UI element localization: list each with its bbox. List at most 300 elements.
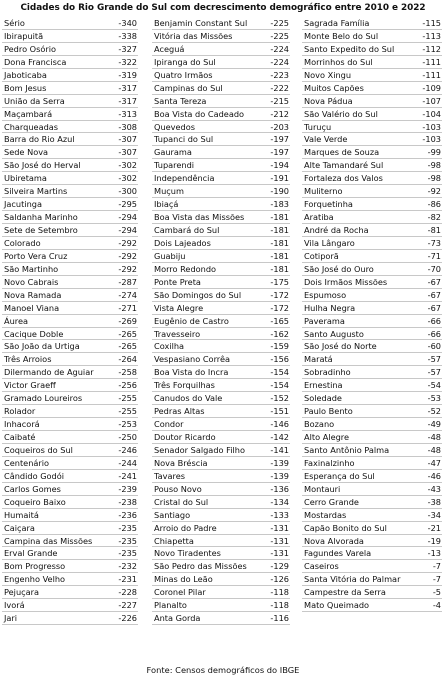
population-change-value: -338 — [118, 30, 137, 41]
city-name: São José do Herval — [4, 160, 81, 171]
population-change-value: -131 — [270, 535, 289, 546]
city-name: Bozano — [304, 419, 335, 430]
population-change-value: -181 — [270, 237, 289, 248]
table-row — [2, 405, 138, 418]
city-name: São Domingos do Sul — [154, 289, 242, 300]
table-row — [152, 599, 290, 612]
table-row — [302, 133, 442, 146]
population-change-value: -46 — [427, 470, 441, 481]
city-name: Boa Vista do Incra — [154, 367, 229, 378]
table-row — [2, 535, 138, 548]
city-name: Boa Vista do Cadeado — [154, 108, 245, 119]
city-name: Cerro Grande — [304, 496, 359, 507]
population-change-value: -139 — [270, 457, 289, 468]
table-row — [2, 457, 138, 470]
city-name: São José do Ouro — [304, 263, 374, 274]
table-row — [152, 315, 290, 328]
city-name: Ivorá — [4, 600, 25, 611]
city-name: Esperança do Sul — [304, 470, 375, 481]
table-row — [302, 250, 442, 263]
population-change-value: -235 — [118, 522, 137, 533]
table-row — [2, 56, 138, 69]
population-change-value: -7 — [432, 561, 441, 572]
population-change-value: -60 — [427, 341, 441, 352]
population-change-value: -126 — [270, 574, 289, 585]
population-change-value: -194 — [270, 160, 289, 171]
city-name: Anta Gorda — [154, 613, 201, 624]
city-name: Rolador — [4, 406, 36, 417]
city-name: Dois Lajeados — [154, 237, 211, 248]
table-row — [302, 366, 442, 379]
population-change-value: -317 — [118, 82, 137, 93]
population-change-value: -287 — [118, 276, 137, 287]
population-change-value: -115 — [422, 18, 441, 28]
table-row — [152, 353, 290, 366]
population-change-value: -109 — [422, 82, 441, 93]
city-name: Turuçu — [304, 121, 332, 132]
population-change-value: -136 — [270, 483, 289, 494]
city-name: Vista Alegre — [154, 302, 204, 313]
city-name: Forquetinha — [304, 199, 353, 210]
population-change-value: -327 — [118, 43, 137, 54]
table-row — [152, 379, 290, 392]
table-row — [152, 431, 290, 444]
table-row — [2, 444, 138, 457]
table-row — [152, 366, 290, 379]
population-change-value: -71 — [427, 250, 441, 261]
table-row — [302, 302, 442, 315]
population-change-value: -292 — [118, 250, 137, 261]
population-change-value: -70 — [427, 263, 441, 274]
city-name: Hulha Negra — [304, 302, 356, 313]
city-name: São João da Urtiga — [4, 341, 80, 352]
city-name: Muliterno — [304, 186, 343, 197]
city-name: Jaboticaba — [4, 69, 47, 80]
population-change-value: -4 — [432, 600, 441, 611]
city-name: Mato Queimado — [304, 600, 370, 611]
table-row — [2, 366, 138, 379]
population-change-value: -152 — [270, 393, 289, 404]
population-change-value: -38 — [427, 496, 441, 507]
table-row — [302, 263, 442, 276]
table-row — [152, 250, 290, 263]
population-change-value: -265 — [118, 328, 137, 339]
table-row — [152, 573, 290, 586]
table-row — [152, 509, 290, 522]
table-row — [2, 237, 138, 250]
population-change-value: -118 — [270, 587, 289, 598]
population-change-value: -191 — [270, 173, 289, 184]
population-change-value: -7 — [432, 574, 441, 585]
table-row — [302, 522, 442, 535]
city-name: São Martinho — [4, 263, 59, 274]
population-change-value: -142 — [270, 432, 289, 442]
city-name: Três Arroios — [4, 354, 52, 365]
table-row — [152, 263, 290, 276]
city-name: Fagundes Varela — [304, 548, 372, 559]
table-row — [152, 108, 290, 121]
population-change-value: -82 — [427, 212, 441, 223]
population-change-value: -146 — [270, 419, 289, 430]
population-change-value: -225 — [270, 18, 289, 28]
table-row — [2, 522, 138, 535]
table-row — [152, 302, 290, 315]
table-row — [302, 69, 442, 82]
table-row — [302, 444, 442, 457]
population-change-value: -255 — [118, 406, 137, 417]
city-name: Humaitá — [4, 509, 39, 520]
table-row — [302, 108, 442, 121]
table-column-2 — [152, 17, 290, 625]
city-name: Marques de Souza — [304, 147, 380, 158]
population-change-value: -307 — [118, 134, 137, 145]
table-row — [302, 289, 442, 302]
population-change-value: -292 — [118, 237, 137, 248]
population-change-value: -141 — [270, 444, 289, 455]
city-name: Colorado — [4, 237, 41, 248]
table-row — [2, 340, 138, 353]
population-change-value: -43 — [427, 483, 441, 494]
table-row — [152, 547, 290, 560]
city-name: Ipiranga do Sul — [154, 56, 216, 67]
table-row — [152, 392, 290, 405]
city-name: André da Rocha — [304, 225, 369, 235]
population-change-value: -131 — [270, 522, 289, 533]
city-name: Ernestina — [304, 380, 343, 391]
population-change-value: -151 — [270, 406, 289, 417]
table-row — [302, 379, 442, 392]
table-row — [2, 560, 138, 573]
population-change-value: -238 — [118, 496, 137, 507]
table-row — [152, 418, 290, 431]
population-change-value: -241 — [118, 470, 137, 481]
population-change-value: -112 — [422, 43, 441, 54]
population-change-value: -226 — [118, 613, 137, 624]
population-change-value: -159 — [270, 341, 289, 352]
population-change-value: -236 — [118, 509, 137, 520]
population-change-value: -197 — [270, 134, 289, 145]
table-row — [2, 612, 138, 625]
population-change-value: -244 — [118, 457, 137, 468]
table-row — [2, 289, 138, 302]
table-row — [152, 185, 290, 198]
city-name: São Pedro das Missões — [154, 561, 247, 572]
city-name: Alte Tamandaré Sul — [304, 160, 384, 171]
table-row — [2, 69, 138, 82]
city-name: Vale Verde — [304, 134, 348, 145]
city-name: Boa Vista das Missões — [154, 212, 245, 223]
city-name: Pedras Altas — [154, 406, 205, 417]
population-change-value: -322 — [118, 56, 137, 67]
city-name: Minas do Leão — [154, 574, 213, 585]
table-row — [302, 56, 442, 69]
population-change-value: -181 — [270, 250, 289, 261]
table-row — [152, 276, 290, 289]
population-change-value: -222 — [270, 82, 289, 93]
city-name: Inhacorá — [4, 419, 40, 430]
population-change-value: -104 — [422, 108, 441, 119]
table-row — [2, 586, 138, 599]
population-change-value: -264 — [118, 354, 137, 365]
city-name: Caiçara — [4, 522, 35, 533]
population-change-value: -253 — [118, 419, 137, 430]
city-name: Mostardas — [304, 509, 347, 520]
table-row — [302, 418, 442, 431]
city-name: Três Forquilhas — [154, 380, 215, 391]
population-change-value: -53 — [427, 393, 441, 404]
city-name: Jacutinga — [4, 199, 43, 210]
table-row — [302, 315, 442, 328]
city-name: Ubiretama — [4, 173, 47, 184]
city-name: Cotiporã — [304, 250, 339, 261]
city-name: Cristal do Sul — [154, 496, 209, 507]
table-row — [302, 560, 442, 573]
city-name: União da Serra — [4, 95, 65, 106]
city-name: Santa Tereza — [154, 95, 207, 106]
city-name: Sério — [4, 18, 25, 28]
city-name: Aceguá — [154, 43, 185, 54]
population-change-value: -317 — [118, 95, 137, 106]
population-change-value: -154 — [270, 380, 289, 391]
population-change-value: -57 — [427, 367, 441, 378]
population-change-value: -246 — [118, 444, 137, 455]
population-change-value: -172 — [270, 302, 289, 313]
city-name: Nova Bréscia — [154, 457, 208, 468]
table-row — [152, 560, 290, 573]
table-row — [302, 483, 442, 496]
population-change-value: -250 — [118, 432, 137, 442]
city-name: Tupanci do Sul — [154, 134, 214, 145]
city-name: São Valério do Sul — [304, 108, 378, 119]
city-name: Campestre da Serra — [304, 587, 386, 598]
population-change-value: -98 — [427, 160, 441, 171]
population-change-value: -231 — [118, 574, 137, 585]
city-name: Coqueiro Baixo — [4, 496, 66, 507]
table-row — [152, 198, 290, 211]
city-name: Campinas do Sul — [154, 82, 223, 93]
table-row — [152, 586, 290, 599]
table-row — [2, 198, 138, 211]
population-change-value: -181 — [270, 225, 289, 235]
table-row — [302, 547, 442, 560]
table-row — [2, 418, 138, 431]
table-row — [2, 108, 138, 121]
population-change-value: -66 — [427, 315, 441, 326]
population-change-value: -294 — [118, 225, 137, 235]
city-name: Engenho Velho — [4, 574, 66, 585]
population-change-value: -271 — [118, 302, 137, 313]
table-row — [152, 159, 290, 172]
table-row — [2, 276, 138, 289]
table-row — [2, 146, 138, 159]
population-change-value: -223 — [270, 69, 289, 80]
population-change-value: -111 — [422, 69, 441, 80]
city-name: Planalto — [154, 600, 187, 611]
city-name: Travesseiro — [154, 328, 201, 339]
population-change-value: -258 — [118, 367, 137, 378]
table-row — [302, 496, 442, 509]
table-row — [302, 43, 442, 56]
population-change-value: -5 — [432, 587, 441, 598]
population-change-value: -67 — [427, 289, 441, 300]
table-row — [2, 392, 138, 405]
population-change-value: -113 — [422, 30, 441, 41]
table-row — [2, 95, 138, 108]
city-name: São José do Norte — [304, 341, 377, 352]
city-name: Santa Vitória do Palmar — [304, 574, 401, 585]
table-row — [152, 483, 290, 496]
table-row — [152, 612, 290, 625]
city-name: Tavares — [154, 470, 186, 481]
city-name: Erval Grande — [4, 548, 58, 559]
population-change-value: -319 — [118, 69, 137, 80]
table-row — [152, 496, 290, 509]
city-name: Maçambará — [4, 108, 53, 119]
table-row — [2, 496, 138, 509]
city-name: Áurea — [4, 315, 29, 326]
city-name: Benjamin Constant Sul — [154, 18, 248, 28]
city-name: Nova Ramada — [4, 289, 62, 300]
table-row — [2, 315, 138, 328]
city-name: Maratá — [304, 354, 333, 365]
city-name: Saldanha Marinho — [4, 212, 78, 223]
population-change-value: -190 — [270, 186, 289, 197]
table-row — [2, 224, 138, 237]
city-name: Ibirapuitã — [4, 30, 44, 41]
city-name: Arroio do Padre — [154, 522, 217, 533]
table-row — [2, 121, 138, 134]
city-name: Barra do Rio Azul — [4, 134, 75, 145]
table-column-3 — [302, 17, 442, 612]
city-name: Coxilha — [154, 341, 185, 352]
city-name: Pejuçara — [4, 587, 40, 598]
population-change-value: -269 — [118, 315, 137, 326]
table-row — [2, 159, 138, 172]
table-row — [152, 69, 290, 82]
table-row — [152, 17, 290, 30]
city-name: Vitória das Missões — [154, 30, 233, 41]
table-row — [152, 43, 290, 56]
table-row — [152, 30, 290, 43]
table-row — [302, 509, 442, 522]
city-name: Muitos Capões — [304, 82, 364, 93]
population-change-value: -139 — [270, 470, 289, 481]
population-change-value: -181 — [270, 212, 289, 223]
table-row — [302, 121, 442, 134]
population-change-value: -340 — [118, 18, 137, 28]
city-name: Canudos do Vale — [154, 393, 223, 404]
population-change-value: -52 — [427, 406, 441, 417]
table-row — [2, 379, 138, 392]
city-name: Novo Tiradentes — [154, 548, 221, 559]
population-change-value: -181 — [270, 263, 289, 274]
city-name: Coronel Pilar — [154, 587, 206, 598]
population-change-value: -307 — [118, 147, 137, 158]
city-name: Soledade — [304, 393, 342, 404]
city-name: Eugênio de Castro — [154, 315, 229, 326]
city-name: Vespasiano Corrêa — [154, 354, 231, 365]
population-change-value: -256 — [118, 380, 137, 391]
table-row — [302, 573, 442, 586]
population-change-value: -197 — [270, 147, 289, 158]
population-change-value: -156 — [270, 354, 289, 365]
city-name: Novo Xingu — [304, 69, 352, 80]
city-name: Nova Alvorada — [304, 535, 364, 546]
table-row — [152, 56, 290, 69]
population-change-value: -67 — [427, 302, 441, 313]
table-row — [152, 82, 290, 95]
table-row — [302, 340, 442, 353]
table-row — [302, 457, 442, 470]
table-row — [152, 95, 290, 108]
city-name: Alto Alegre — [304, 432, 350, 442]
table-row — [302, 159, 442, 172]
table-row — [302, 17, 442, 30]
city-name: Ponte Preta — [154, 276, 201, 287]
table-row — [152, 289, 290, 302]
table-row — [152, 211, 290, 224]
population-change-value: -292 — [118, 263, 137, 274]
city-name: Cândido Godói — [4, 470, 65, 481]
city-name: Caseiros — [304, 561, 339, 572]
city-name: Cacique Doble — [4, 328, 64, 339]
table-row — [2, 431, 138, 444]
table-row — [302, 276, 442, 289]
population-change-value: -172 — [270, 289, 289, 300]
city-name: Sagrada Família — [304, 18, 370, 28]
table-row — [302, 30, 442, 43]
table-row — [2, 172, 138, 185]
city-name: Centenário — [4, 457, 50, 468]
city-name: Monte Belo do Sul — [304, 30, 379, 41]
population-change-value: -116 — [270, 613, 289, 624]
table-row — [2, 509, 138, 522]
city-name: Doutor Ricardo — [154, 432, 216, 442]
table-row — [2, 263, 138, 276]
city-name: Nova Pádua — [304, 95, 353, 106]
city-name: Santo Augusto — [304, 328, 364, 339]
table-row — [2, 30, 138, 43]
table-row — [302, 392, 442, 405]
city-name: Chiapetta — [154, 535, 194, 546]
population-change-value: -295 — [118, 199, 137, 210]
population-change-value: -215 — [270, 95, 289, 106]
population-change-value: -47 — [427, 457, 441, 468]
table-row — [2, 353, 138, 366]
population-change-value: -133 — [270, 509, 289, 520]
city-name: Paverama — [304, 315, 345, 326]
population-change-value: -294 — [118, 212, 137, 223]
city-name: Cambará do Sul — [154, 225, 220, 235]
population-change-value: -313 — [118, 108, 137, 119]
city-name: Sede Nova — [4, 147, 49, 158]
table-row — [302, 535, 442, 548]
population-change-value: -255 — [118, 393, 137, 404]
table-row — [2, 82, 138, 95]
population-change-value: -131 — [270, 548, 289, 559]
population-change-value: -183 — [270, 199, 289, 210]
population-change-value: -111 — [422, 56, 441, 67]
population-change-value: -49 — [427, 419, 441, 430]
table-row — [302, 470, 442, 483]
population-change-value: -203 — [270, 121, 289, 132]
city-name: Morrinhos do Sul — [304, 56, 373, 67]
city-name: Victor Graeff — [4, 380, 56, 391]
population-change-value: -227 — [118, 600, 137, 611]
table-row — [152, 444, 290, 457]
table-row — [152, 328, 290, 341]
population-change-value: -265 — [118, 341, 137, 352]
